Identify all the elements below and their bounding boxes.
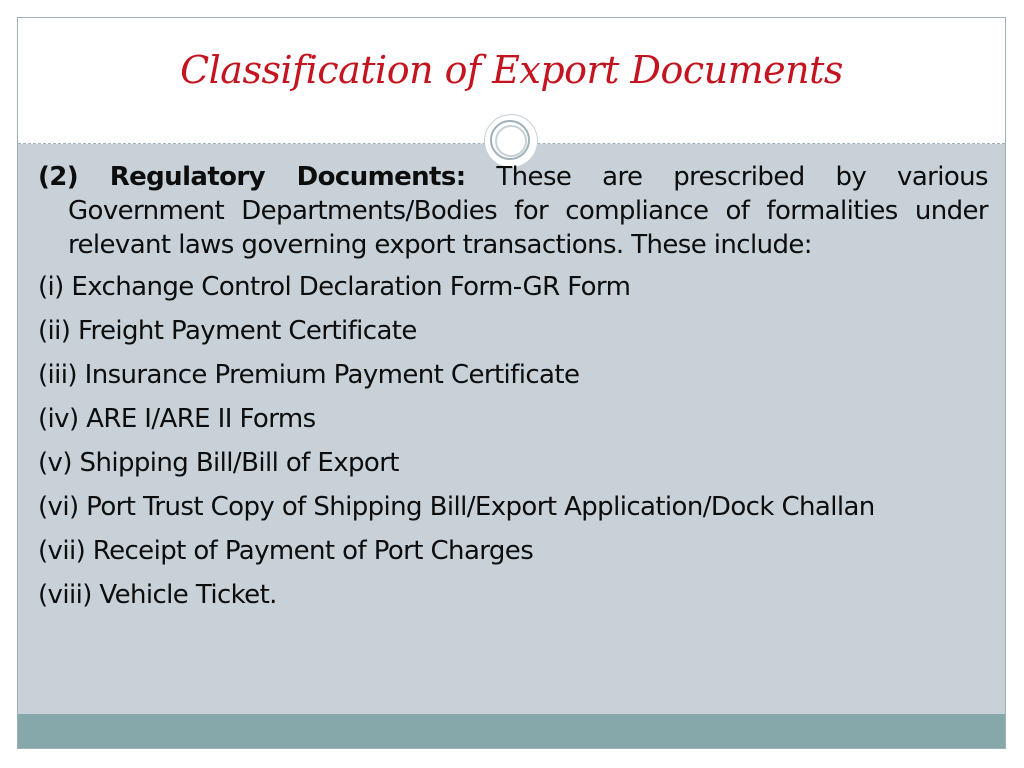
intro-text: These are prescribed by various Government Departments/Bodies for compliance of formalities under relevant laws governing export transactions. These include:: [68, 162, 988, 260]
footer-bar: [18, 714, 1005, 748]
list-item: (vii) Receipt of Payment of Port Charges: [38, 536, 534, 566]
intro-heading: (2) Regulatory Documents:: [38, 162, 466, 192]
slide-content: [38, 160, 988, 622]
list-item: (iv) ARE I/ARE II Forms: [38, 404, 316, 434]
list-item: (vi) Port Trust Copy of Shipping Bill/Export Application/Dock Challan: [38, 492, 875, 522]
list-item: (i) Exchange Control Declaration Form-GR Form: [38, 272, 631, 302]
list-item: (iii) Insurance Premium Payment Certificate: [38, 360, 580, 390]
list-item: (ii) Freight Payment Certificate: [38, 316, 417, 346]
ornament-inner-ring: [495, 125, 527, 157]
slide: [17, 17, 1006, 749]
slide-title: Classification of Export Documents: [180, 48, 843, 92]
list-item: (v) Shipping Bill/Bill of Export: [38, 448, 399, 478]
list-item: (viii) Vehicle Ticket.: [38, 580, 277, 610]
intro-paragraph: [38, 160, 988, 262]
